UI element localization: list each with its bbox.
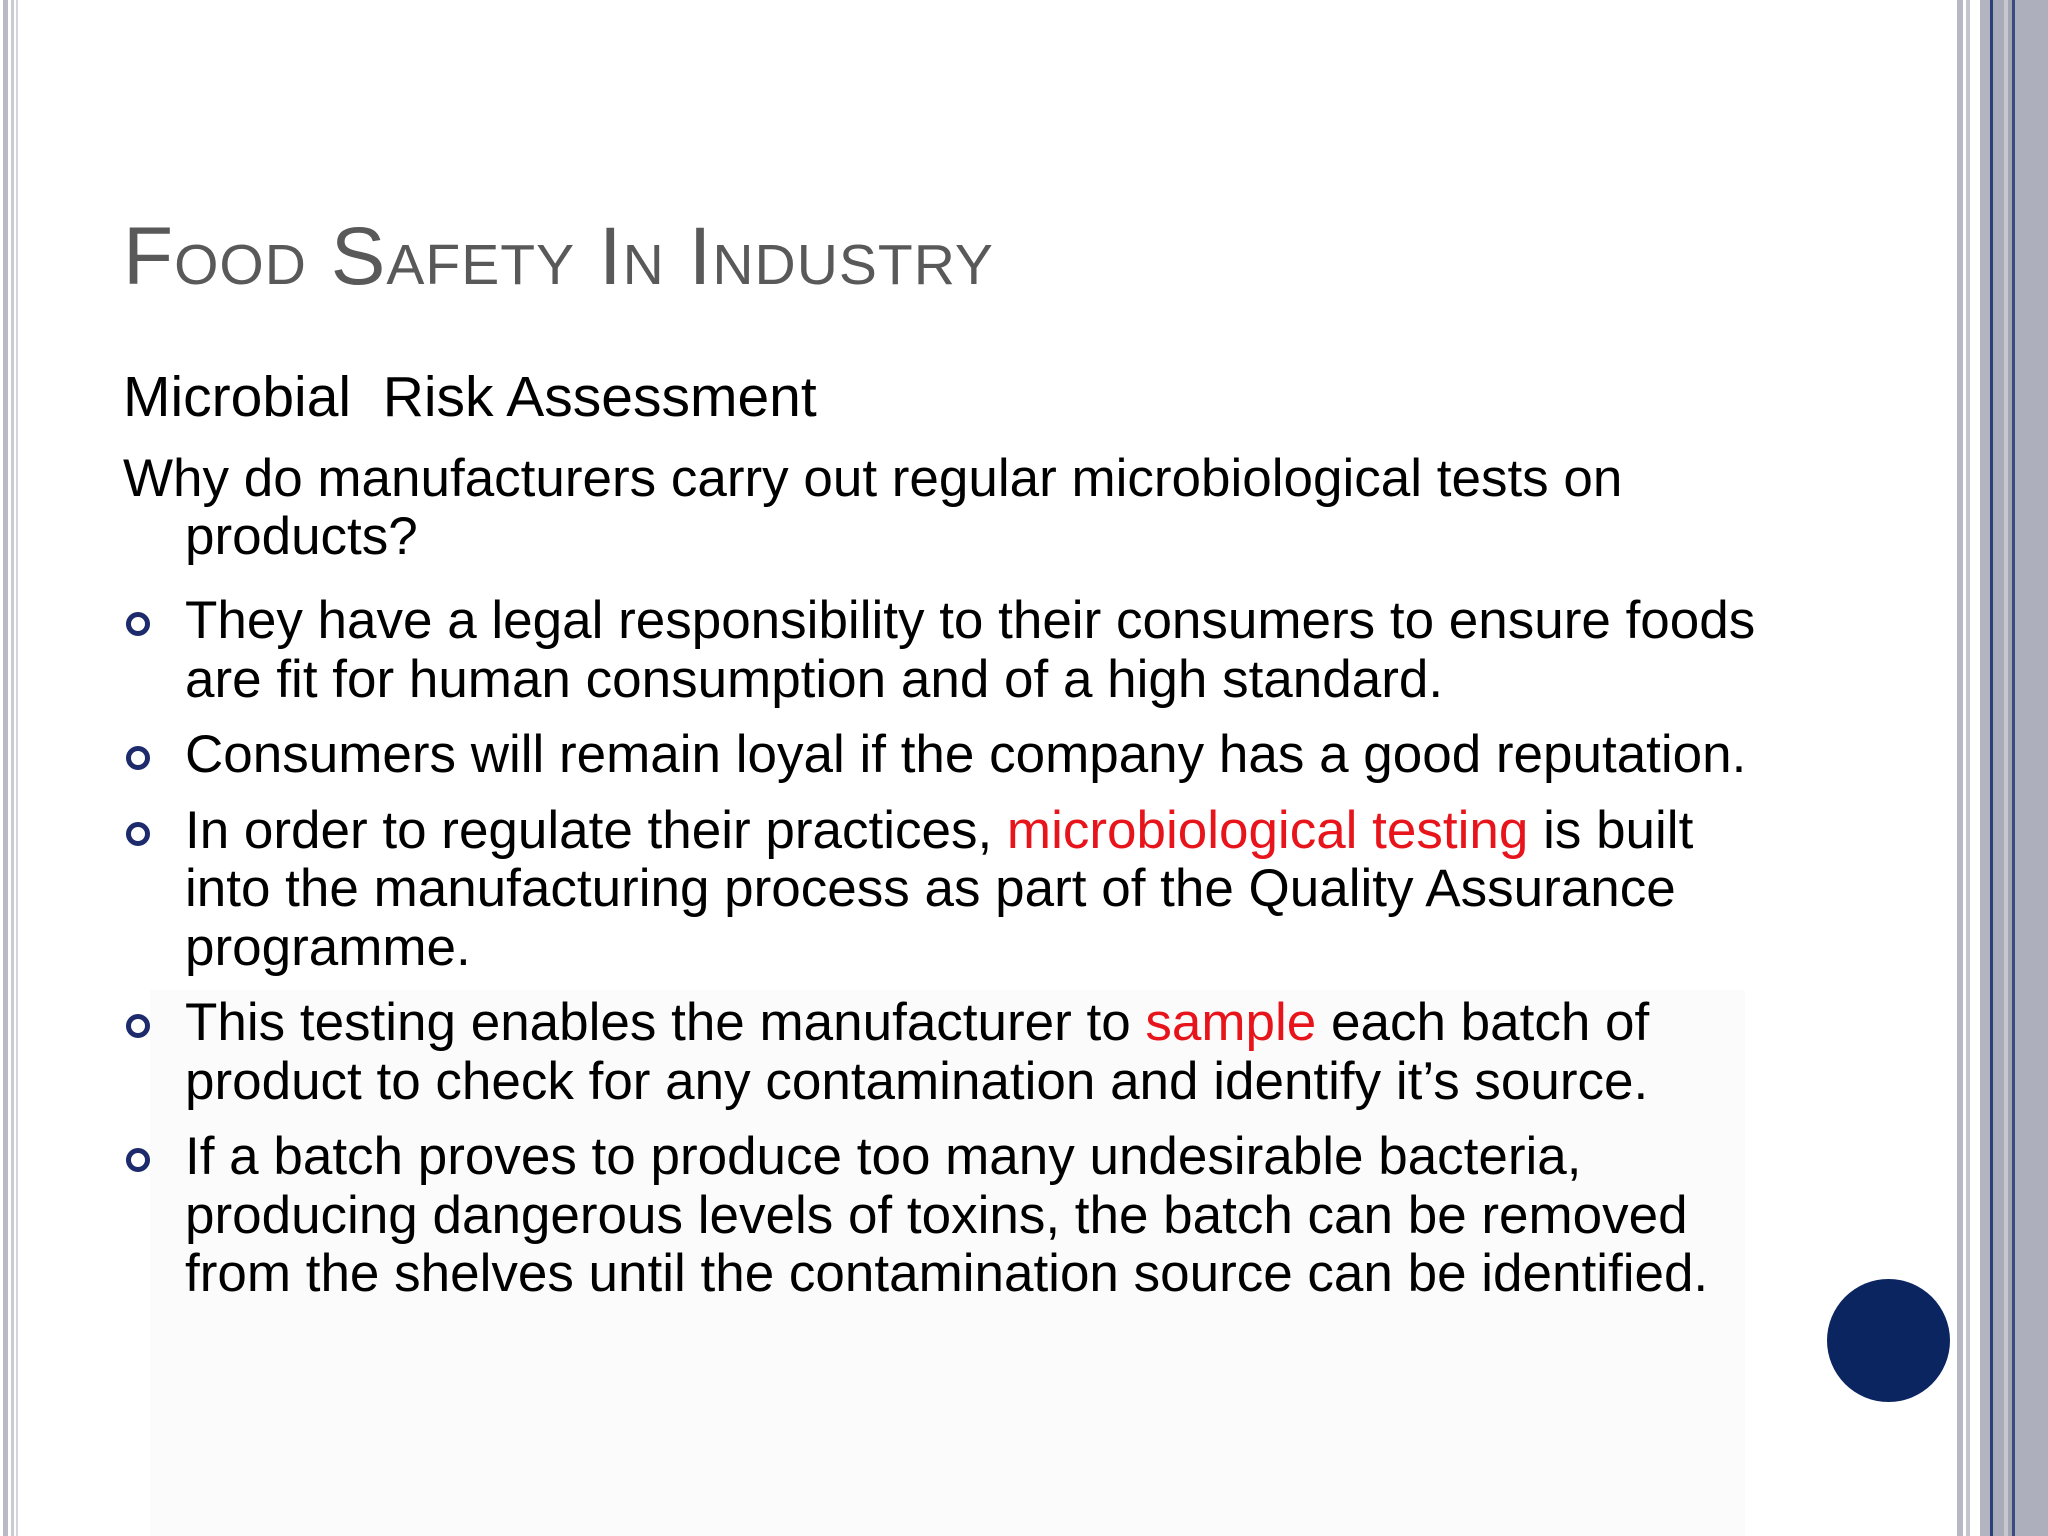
right-border-stripe	[1980, 0, 1990, 1536]
question-text: Why do manufacturers carry out regular microbiological tests on products?	[123, 449, 1623, 566]
slide-title: Food Safety In Industry	[123, 211, 994, 302]
bullet-highlight: microbiological testing	[1006, 800, 1529, 860]
bullet-icon	[126, 1148, 150, 1172]
bullet-text: In order to regulate their practices,	[185, 800, 1007, 860]
right-border-stripe	[1966, 0, 1970, 1536]
bullet-text: If a batch proves to produce too many undesirable bacteria, producing dangerous levels of toxins, the batch can be removed from the shelves until the contamination source can be identified.	[185, 1127, 1709, 1303]
bullet-text-after: each batch of product to check for any contamination and identify it’s source.	[185, 993, 1650, 1111]
bullet-text: This testing enables the manufacturer to	[185, 993, 1146, 1052]
right-border-stripe	[2015, 0, 2048, 1536]
left-border-stripe	[16, 0, 18, 1536]
bullet-text-after: is built into the manufacturing process as part of the Quality Assurance programme.	[185, 800, 1694, 977]
bullet-icon	[126, 1014, 150, 1038]
bullet-text: They have a legal responsibility to their consumers to ensure foods are fit for human consumption and of a high standard.	[185, 591, 1756, 709]
bullet-highlight: sample	[1145, 993, 1317, 1052]
accent-circle-icon	[1827, 1279, 1950, 1402]
right-border-stripe	[1957, 0, 1963, 1536]
left-border-decoration	[0, 0, 22, 1536]
bullet-item	[123, 802, 1763, 978]
bullet-icon	[126, 612, 150, 636]
bullet-item	[123, 994, 1763, 1111]
bullet-icon	[126, 822, 150, 846]
slide-subtitle: Microbial Risk Assessment	[123, 365, 817, 429]
right-border-stripe	[1993, 0, 2004, 1536]
bullet-icon	[126, 746, 150, 770]
bullet-item	[123, 592, 1763, 709]
bullet-item	[123, 726, 1763, 785]
left-border-stripe	[3, 0, 8, 1536]
left-border-stripe	[11, 0, 14, 1536]
bullet-text: Consumers will remain loyal if the company has a good reputation.	[185, 725, 1747, 784]
bullet-item	[123, 1128, 1763, 1304]
bullet-list	[123, 592, 1763, 1321]
